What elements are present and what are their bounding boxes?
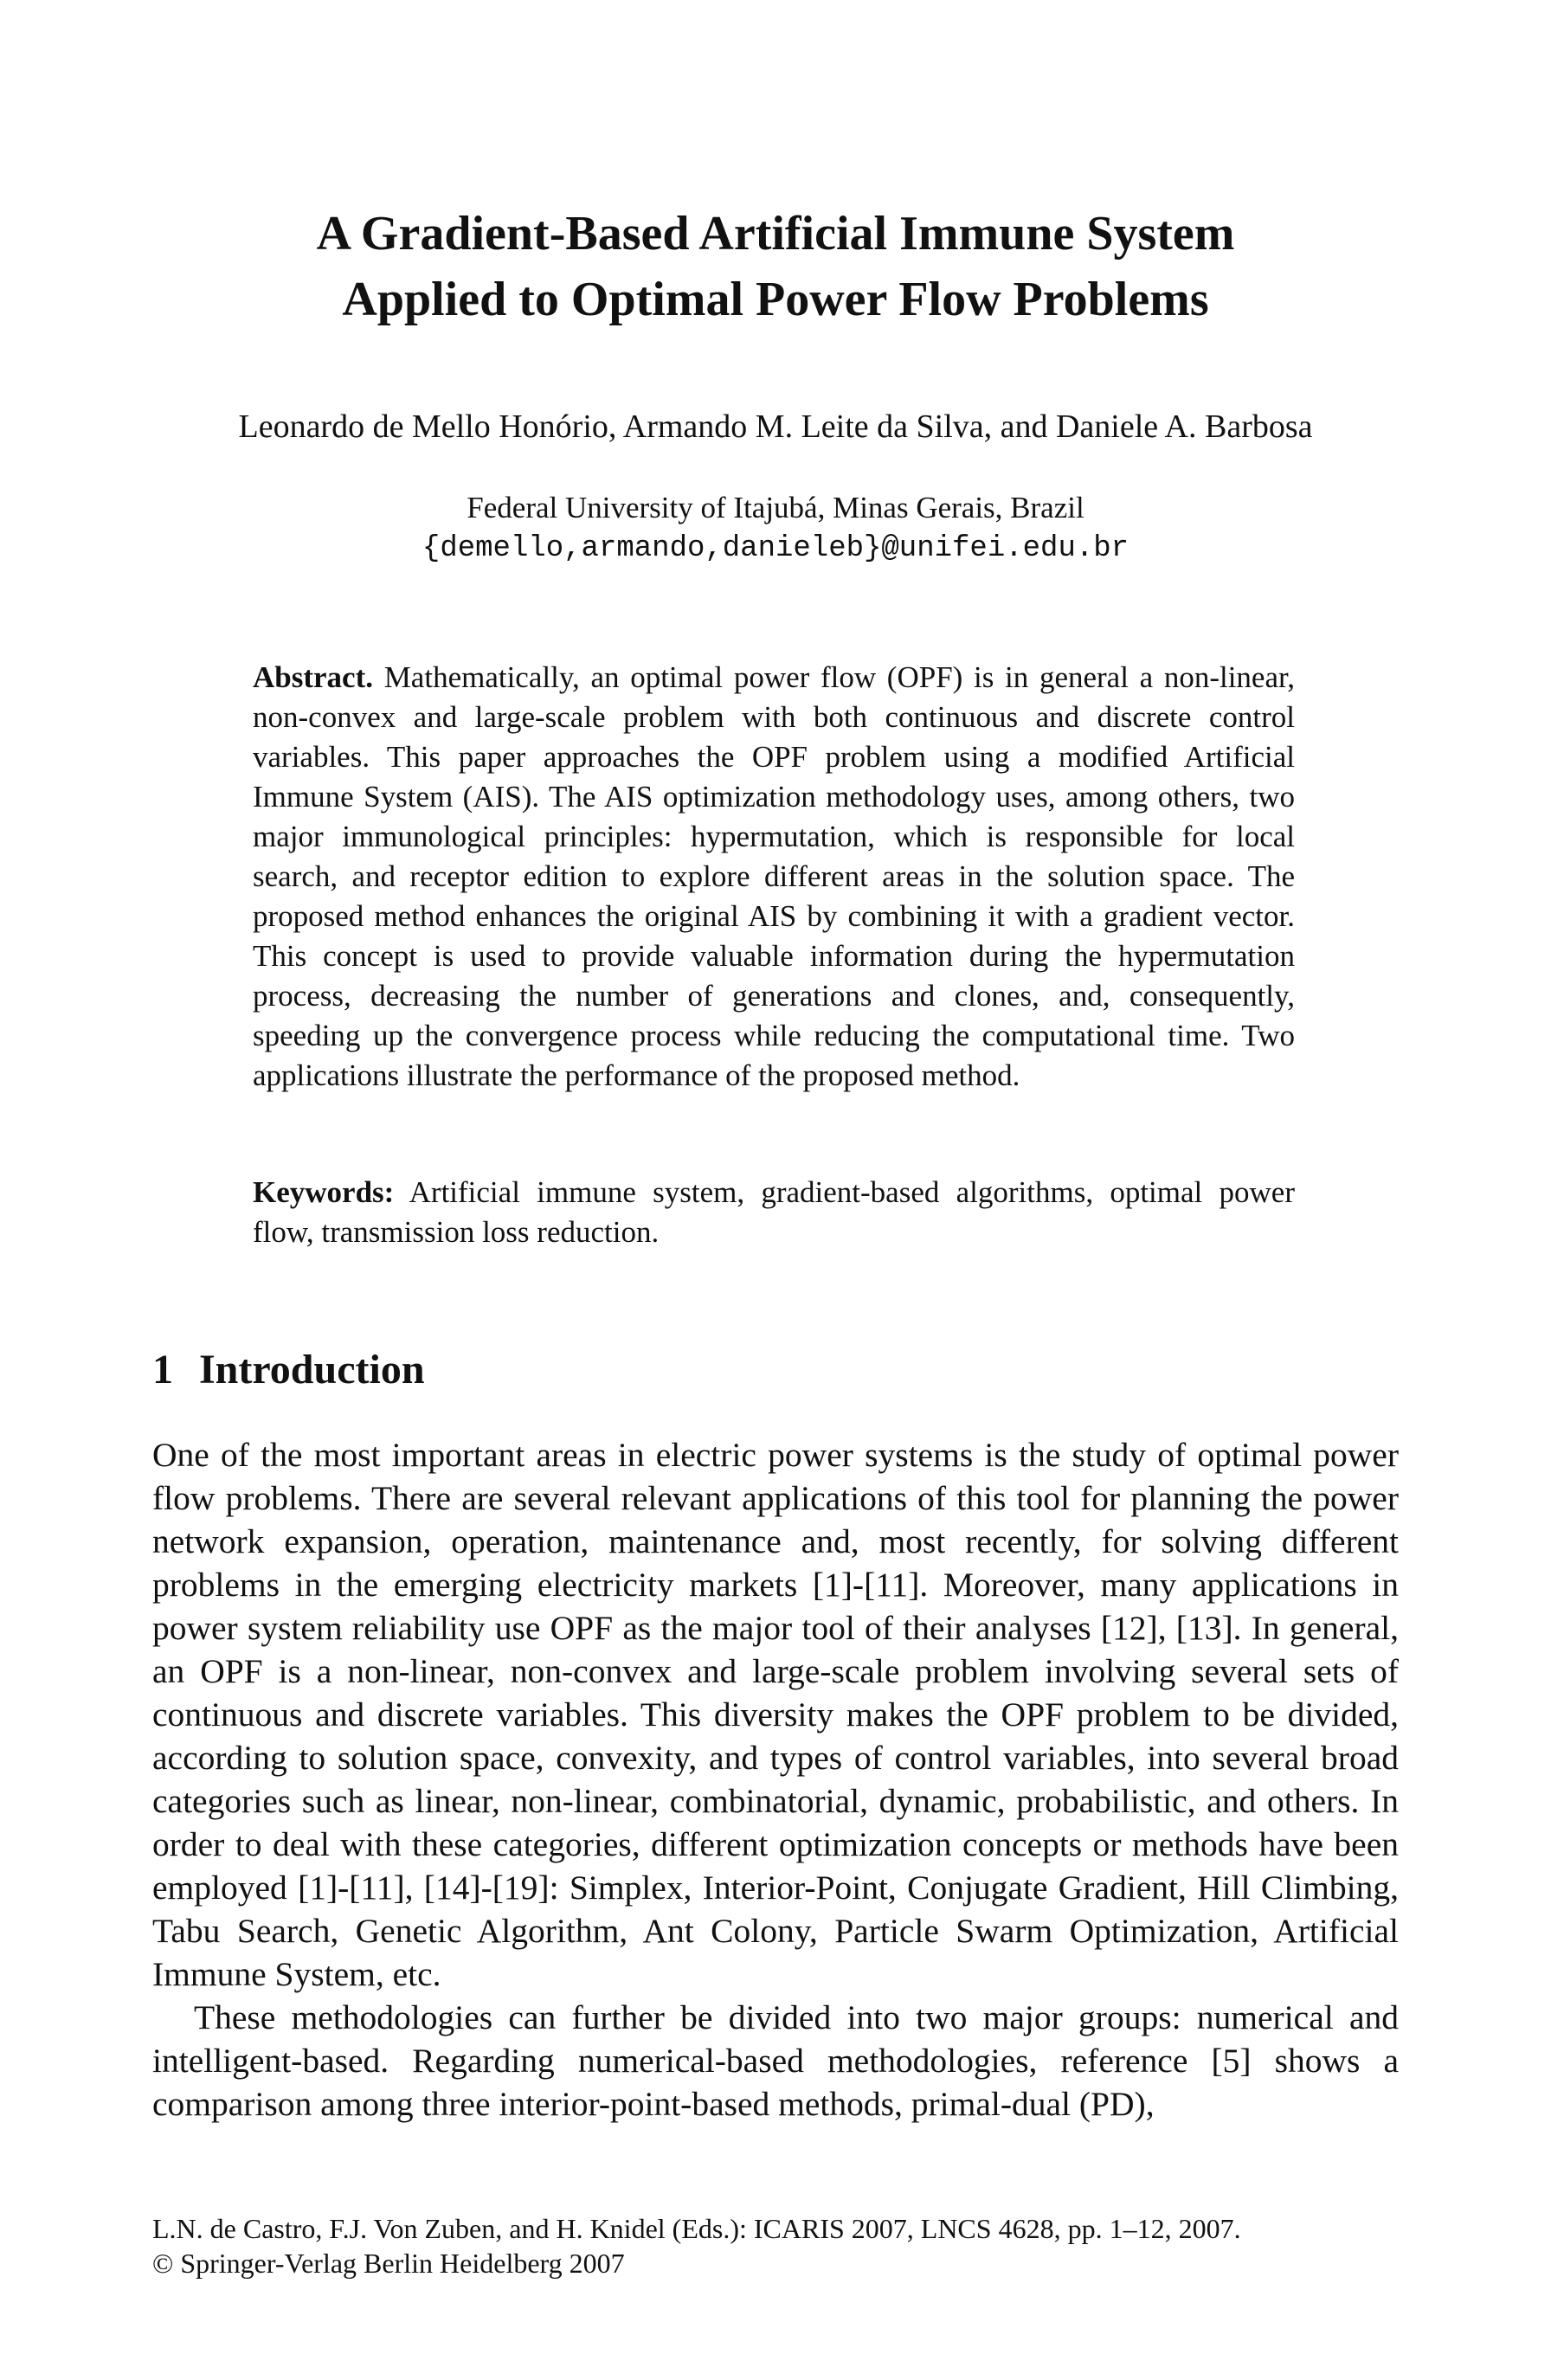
section-number: 1: [152, 1347, 173, 1393]
section-heading-introduction: [152, 1340, 425, 1400]
body-paragraph-2: These methodologies can further be divided into two major groups: numerical and intelligent-based. Regarding numerical-based methodologies, reference [5] shows a comparison among three interior-point-based methods, primal-dual (PD),: [152, 1998, 1399, 2123]
abstract-text: Mathematically, an optimal power flow (OPF) is in general a non-linear, non-convex and large-scale problem with both continuous and discrete control variables. This paper approaches the OPF problem using a modified Artificial Immune System (AIS). The AIS optimization methodology uses, among others, two major immunological principles: hypermutation, which is responsible for local search, and receptor edition to explore different areas in the solution space. The proposed method enhances the original AIS by combining it with a gradient vector. This concept is used to provide valuable information during the hypermutation process, decreasing the number of generations and clones, and, consequently, speeding up the convergence process while reducing the computational time. Two applications illustrate the performance of the proposed method.: [253, 660, 1296, 1092]
body-paragraph-1: One of the most important areas in electric power systems is the study of optimal power flow problems. There are several relevant applications of this tool for planning the power network expansion, operation, maintenance and, most recently, for solving different problems in the emerging electricity markets [1]-[11]. Moreover, many applications in power system reliability use OPF as the major tool of their analyses [12], [13]. In general, an OPF is a non-linear, non-convex and large-scale problem involving several sets of continuous and discrete variables. This diversity makes the OPF problem to be divided, according to solution space, convexity, and types of control variables, into several broad categories such as linear, non-linear, combinatorial, dynamic, probabilistic, and others. In order to deal with these categories, different optimization concepts or methods have been employed [1]-[11], [14]-[19]: Simplex, Interior-Point, Conjugate Gradient, Hill Climbing, Tabu Search, Genetic Algorithm, Ant Colony, Particle Swarm Optimization, Artificial Immune System, etc.: [152, 1436, 1399, 1993]
page-footer: [152, 2211, 1399, 2280]
section-title: Introduction: [199, 1347, 425, 1393]
abstract-label: Abstract.: [253, 660, 373, 694]
introduction-body: [152, 1433, 1399, 2126]
title-line-1: A Gradient-Based Artificial Immune System: [316, 207, 1235, 261]
author-list: Leonardo de Mello Honório, Armando M. Leite da Silva, and Daniele A. Barbosa: [238, 408, 1313, 445]
footer-citation: L.N. de Castro, F.J. Von Zuben, and H. Knidel (Eds.): ICARIS 2007, LNCS 4628, pp. 1–12, 2007.: [152, 2213, 1241, 2244]
footer-copyright: © Springer-Verlag Berlin Heidelberg 2007: [152, 2248, 625, 2279]
affiliation: Federal University of Itajubá, Minas Gerais, Brazil: [467, 491, 1084, 524]
keywords-label: Keywords:: [253, 1175, 395, 1209]
abstract: [253, 658, 1295, 1096]
keywords-text: Artificial immune system, gradient-based algorithms, optimal power flow, transmission loss reduction.: [253, 1175, 1295, 1249]
author-emails: {demello,armando,danieleb}@unifei.edu.br: [422, 532, 1129, 565]
keywords: [253, 1173, 1295, 1252]
title-line-2: Applied to Optimal Power Flow Problems: [342, 273, 1209, 326]
paper-title: [0, 201, 1551, 332]
